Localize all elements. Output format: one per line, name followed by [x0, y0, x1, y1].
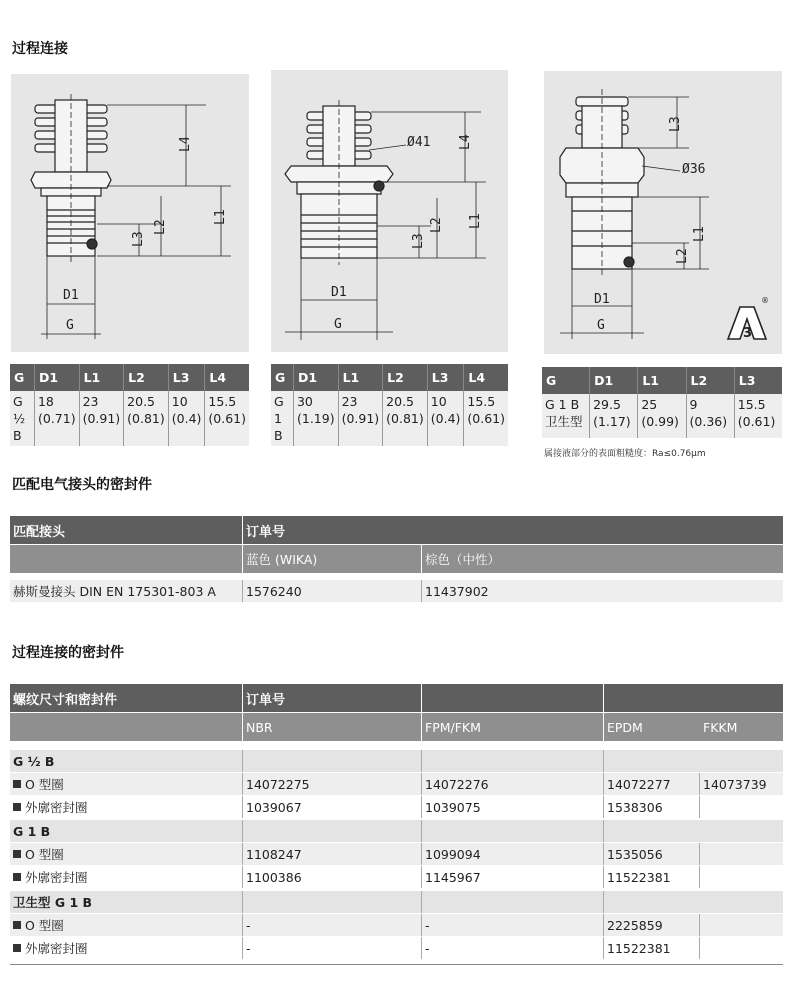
table-cell: 25 (0.99) — [638, 394, 686, 438]
table-cell: - — [243, 937, 422, 959]
table-cell: 15.5 (0.61) — [205, 391, 249, 446]
table-cell: G 1 B — [271, 391, 293, 446]
table-cell: 1108247 — [243, 843, 422, 865]
table-cell: 20.5 (0.81) — [124, 391, 169, 446]
table-cell: 18 (0.71) — [34, 391, 79, 446]
drawing-label: L3 — [411, 233, 426, 249]
drawing-label: L1 — [213, 209, 228, 225]
table-cell — [700, 914, 783, 936]
table-cell: O 型圈 — [10, 843, 243, 865]
drawing-g-1-b — [271, 70, 508, 352]
table-cell: 20.5 (0.81) — [383, 391, 428, 446]
table-cell — [700, 796, 783, 818]
drawing-label: G — [597, 318, 605, 333]
table-cell: 1538306 — [604, 796, 700, 818]
table-cell — [700, 937, 783, 959]
process-seal-table — [10, 684, 783, 974]
table-cell: 9 (0.36) — [686, 394, 734, 438]
table-cell: 2225859 — [604, 914, 700, 936]
group-label: G ½ B — [10, 750, 243, 772]
table-cell: O 型圈 — [10, 773, 243, 795]
drawing-label: L2 — [675, 248, 690, 264]
section-title-process-connection-seal: 过程连接的密封件 — [12, 645, 124, 661]
drawing-label: L3 — [668, 116, 683, 132]
table-header: L2 — [383, 364, 428, 391]
drawing-label: L3 — [131, 231, 146, 247]
drawing-label: L4 — [458, 134, 473, 150]
drawing-label: L2 — [153, 219, 168, 235]
table-cell: 10 (0.4) — [168, 391, 205, 446]
table-bottom-divider — [10, 964, 783, 965]
table-header: G — [542, 367, 590, 394]
table-cell: - — [243, 914, 422, 936]
table-header: L3 — [427, 364, 464, 391]
svg-text:3: 3 — [743, 326, 753, 341]
table-cell: 14072277 — [604, 773, 700, 795]
table-header: 匹配接头 — [10, 516, 243, 544]
surface-roughness-note: 属接液部分的表面粗糙度：Ra≤0.76μm — [544, 449, 706, 459]
table-cell: 赫斯曼接头 DIN EN 175301-803 A — [10, 580, 243, 602]
table-header: G — [10, 364, 34, 391]
table-cell: 外廓密封圈 — [10, 866, 243, 888]
table-cell: 11522381 — [604, 866, 700, 888]
drawing-label: L2 — [429, 217, 444, 233]
table-subheader — [10, 545, 243, 573]
table-cell: 23 (0.91) — [79, 391, 124, 446]
bullet-square-icon — [13, 850, 21, 858]
table-cell: 1576240 — [243, 580, 422, 602]
table-cell: 14072275 — [243, 773, 422, 795]
connector-seal-table — [10, 516, 783, 606]
drawing-label: D1 — [594, 292, 610, 307]
group-label: G 1 B — [10, 820, 243, 842]
table-cell: 14073739 — [700, 773, 783, 795]
drawing-label: L1 — [692, 226, 707, 242]
table-header: 订单号 — [243, 684, 422, 712]
table-header: L4 — [464, 364, 508, 391]
table-cell: 15.5 (0.61) — [464, 391, 508, 446]
table-header: 螺纹尺寸和密封件 — [10, 684, 243, 712]
dimension-table-g-half-b — [10, 364, 249, 446]
bullet-square-icon — [13, 921, 21, 929]
table-cell: 1145967 — [422, 866, 604, 888]
table-header — [422, 684, 604, 712]
table-header: L4 — [205, 364, 249, 391]
table-subheader: EPDM — [604, 713, 700, 741]
3a-sanitary-logo — [728, 296, 769, 341]
table-subheader: FKKM — [700, 713, 783, 741]
table-header: D1 — [293, 364, 338, 391]
table-cell: 1535056 — [604, 843, 700, 865]
table-cell — [700, 866, 783, 888]
drawing-label: G — [334, 317, 342, 332]
table-cell: O 型圈 — [10, 914, 243, 936]
drawing-label: L1 — [468, 213, 483, 229]
drawing-label: L4 — [178, 136, 193, 152]
table-cell: 30 (1.19) — [293, 391, 338, 446]
table-cell: - — [422, 937, 604, 959]
table-cell: G ½ B — [10, 391, 34, 446]
table-subheader: 蓝色 (WIKA) — [243, 545, 422, 573]
table-cell: 11522381 — [604, 937, 700, 959]
table-header: L2 — [686, 367, 734, 394]
table-subheader: FPM/FKM — [422, 713, 604, 741]
drawing-label: D1 — [331, 285, 347, 300]
table-cell: 14072276 — [422, 773, 604, 795]
table-cell: 1100386 — [243, 866, 422, 888]
bullet-square-icon — [13, 944, 21, 952]
drawing-g-half-b — [11, 74, 249, 352]
table-header: L1 — [338, 364, 383, 391]
section-title-process-connection: 过程连接 — [12, 41, 68, 57]
table-header: L2 — [124, 364, 169, 391]
dimension-table-g-1-b — [271, 364, 508, 446]
drawing-label: Ø41 — [407, 135, 431, 150]
table-cell: 1039067 — [243, 796, 422, 818]
table-cell: 11437902 — [422, 580, 783, 602]
drawing-label: Ø36 — [682, 162, 706, 177]
table-header: L1 — [638, 367, 686, 394]
drawing-label: G — [66, 318, 74, 333]
table-cell: - — [422, 914, 604, 936]
table-header: L3 — [734, 367, 782, 394]
table-header: L3 — [168, 364, 205, 391]
table-header: D1 — [590, 367, 638, 394]
table-header: L1 — [79, 364, 124, 391]
bullet-square-icon — [13, 803, 21, 811]
table-subheader — [10, 713, 243, 741]
table-cell: 外廓密封圈 — [10, 796, 243, 818]
svg-text:®: ® — [761, 296, 769, 305]
table-cell — [700, 843, 783, 865]
drawing-hygienic-g-1-b — [544, 71, 782, 354]
table-cell: G 1 B 卫生型 — [542, 394, 590, 438]
table-subheader: NBR — [243, 713, 422, 741]
table-cell: 1039075 — [422, 796, 604, 818]
table-header: 订单号 — [243, 516, 783, 544]
table-cell: 10 (0.4) — [427, 391, 464, 446]
drawing-label: D1 — [63, 288, 79, 303]
table-subheader: 棕色（中性） — [422, 545, 783, 573]
table-header — [604, 684, 783, 712]
table-cell: 15.5 (0.61) — [734, 394, 782, 438]
table-header: D1 — [34, 364, 79, 391]
group-label: 卫生型 G 1 B — [10, 891, 243, 913]
dimension-table-hygienic-g-1-b — [542, 367, 782, 438]
bullet-square-icon — [13, 780, 21, 788]
section-title-mating-connector-seal: 匹配电气接头的密封件 — [12, 477, 152, 493]
table-cell: 23 (0.91) — [338, 391, 383, 446]
table-cell: 外廓密封圈 — [10, 937, 243, 959]
table-cell: 29.5 (1.17) — [590, 394, 638, 438]
table-cell: 1099094 — [422, 843, 604, 865]
bullet-square-icon — [13, 873, 21, 881]
table-header: G — [271, 364, 293, 391]
